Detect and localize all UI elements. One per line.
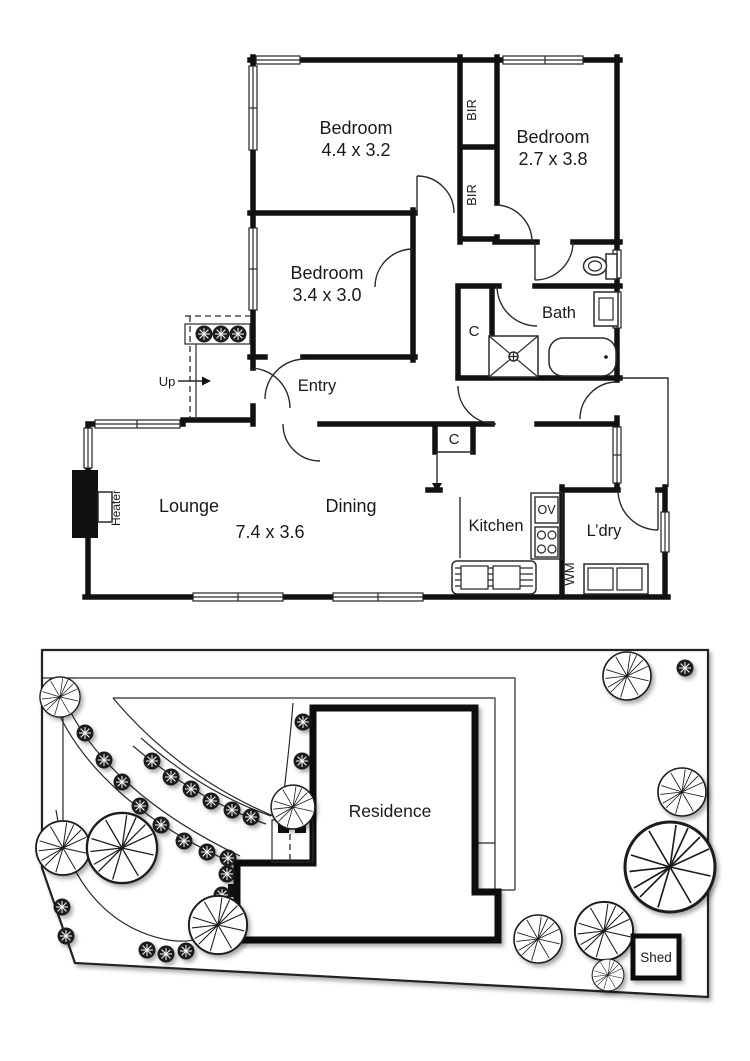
room-label-bedroom3: Bedroom <box>290 263 364 283</box>
room-label-bedroom1: Bedroom <box>319 118 393 138</box>
room-dims-lounge: 7.4 x 3.6 <box>235 522 305 542</box>
label-cupboard-hall: C <box>468 323 480 340</box>
room-label-kitchen: Kitchen <box>468 517 524 535</box>
label-residence: Residence <box>348 801 432 821</box>
toilet-icon <box>584 257 607 275</box>
label-up: Up <box>158 374 176 389</box>
sink-icon <box>452 561 536 594</box>
entry-porch <box>178 316 250 420</box>
porch-plant-icon <box>230 326 247 343</box>
label-oven: OV <box>537 503 556 517</box>
porch-plant-icon <box>196 326 213 343</box>
room-label-bedroom2: Bedroom <box>516 127 590 147</box>
floor-plan <box>72 56 669 601</box>
label-bir-mid: BIR <box>464 184 479 206</box>
room-dims-bedroom2: 2.7 x 3.8 <box>518 149 588 169</box>
heater-unit <box>72 470 112 538</box>
room-label-entry: Entry <box>297 377 337 395</box>
room-dims-bedroom1: 4.4 x 3.2 <box>321 140 391 160</box>
label-bir-top: BIR <box>464 99 479 121</box>
laundry-fixtures <box>584 564 648 594</box>
rear-porch-outline <box>620 378 668 487</box>
basin-vanity <box>594 292 618 326</box>
room-label-bath: Bath <box>542 304 576 322</box>
bathtub-icon <box>549 338 616 376</box>
cooktop-icon <box>535 527 558 557</box>
label-washing-machine: WM <box>562 562 577 586</box>
site-plan <box>36 650 715 997</box>
room-dims-bedroom3: 3.4 x 3.0 <box>292 285 362 305</box>
shower-icon <box>489 336 538 377</box>
heater-icon <box>72 470 98 538</box>
label-heater: Heater <box>109 489 123 527</box>
up-arrow-icon <box>202 377 211 386</box>
porch-plant-icon <box>213 326 230 343</box>
shed <box>633 936 679 978</box>
label-shed: Shed <box>640 950 672 965</box>
toilet-cistern <box>606 254 617 279</box>
room-label-laundry: L’dry <box>586 522 622 540</box>
label-cupboard-kitchen: C <box>448 431 460 448</box>
room-label-lounge: Lounge <box>158 496 220 516</box>
room-label-dining: Dining <box>325 496 377 516</box>
